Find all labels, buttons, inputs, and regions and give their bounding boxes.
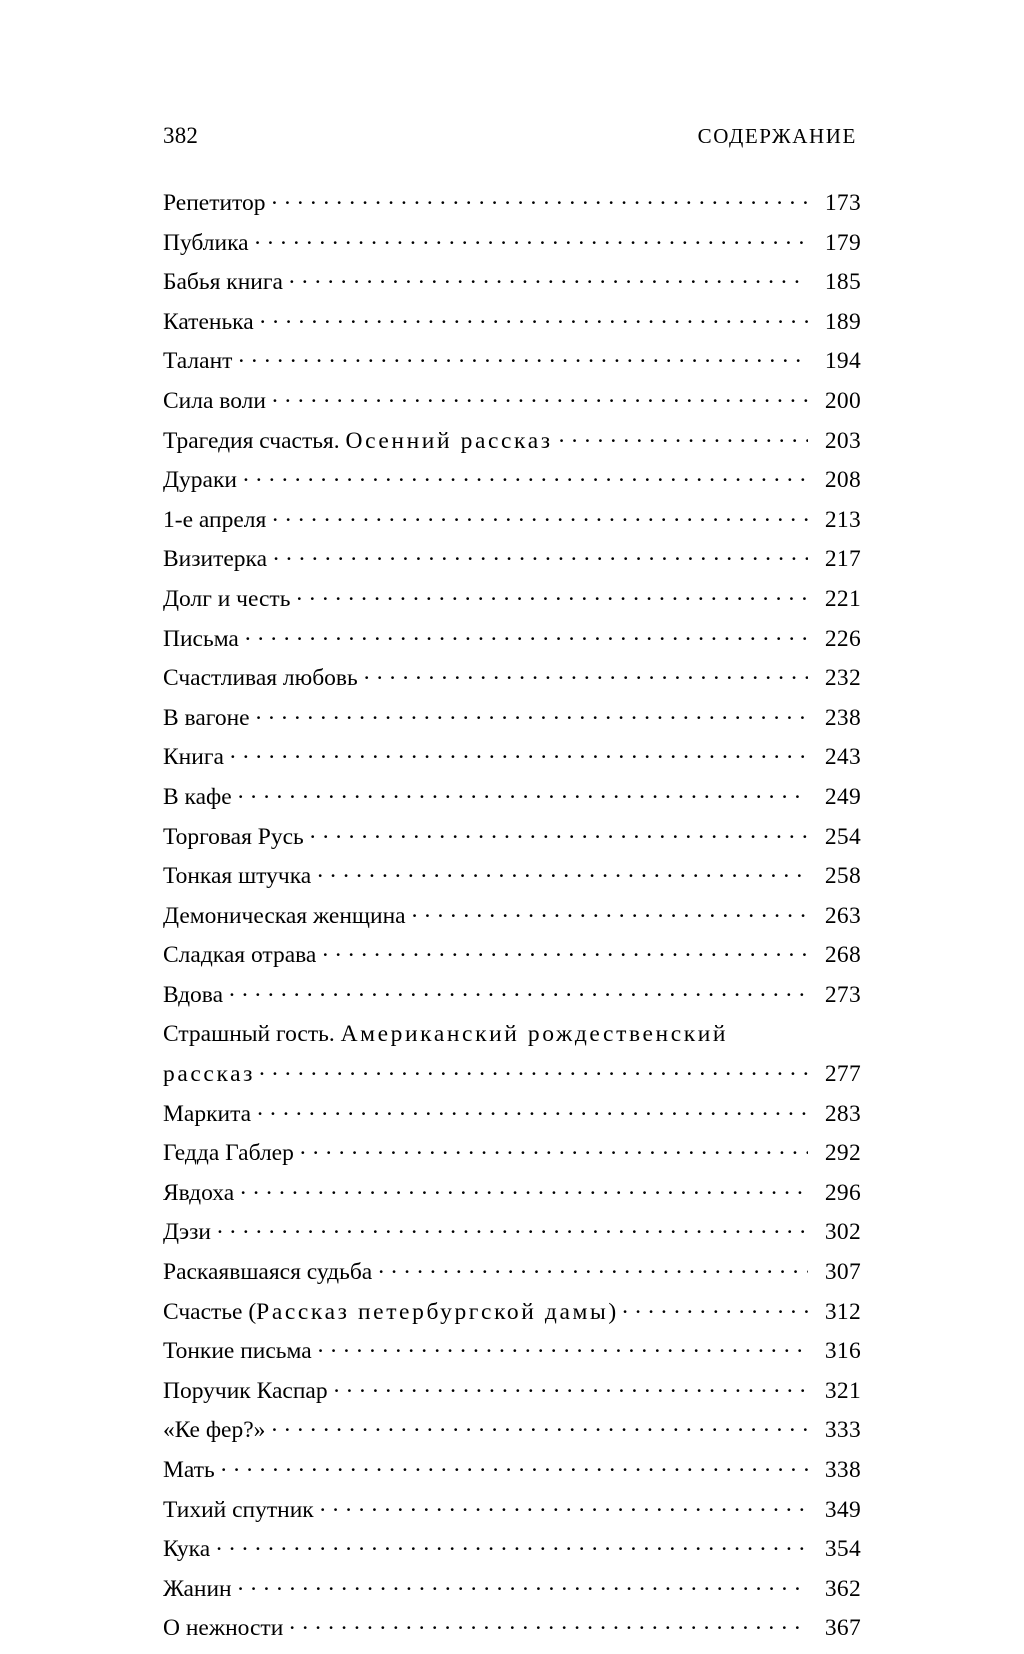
toc-entry-row — [163, 746, 861, 770]
toc-entry-row — [163, 308, 861, 335]
toc-entry-title-line1 — [163, 1023, 861, 1063]
toc-entry-title-plain: «Ке фер?» — [163, 1417, 266, 1444]
page-folio: 382 — [163, 123, 199, 148]
toc-entry-title-plain: 1-е апреля — [163, 506, 267, 533]
toc-entry-title-plain: Дэзи — [163, 1219, 211, 1246]
toc-entry-title — [163, 1221, 211, 1245]
table-of-contents — [163, 192, 861, 1654]
toc-entry-page-number[interactable]: 333 — [824, 1417, 861, 1444]
toc-entry-title-plain: Долг и честь — [163, 585, 291, 612]
toc-entry-page-number[interactable]: 179 — [824, 229, 861, 256]
toc-leader-dots — [240, 1184, 808, 1200]
toc-leader-dots — [238, 1580, 808, 1596]
toc-leader-dots — [378, 1263, 808, 1279]
toc-entry-title-plain: Явдоха — [163, 1179, 235, 1206]
toc-entry-title — [163, 1538, 210, 1562]
toc-entry-title-tail: ) — [608, 1298, 617, 1325]
toc-entry-title — [163, 229, 249, 256]
toc-leader-dots — [245, 630, 808, 646]
toc-entry-page-number[interactable]: 292 — [824, 1140, 861, 1167]
toc-leader-dots — [272, 194, 808, 210]
toc-entry-page-number[interactable]: 302 — [824, 1219, 861, 1246]
toc-entry-row — [163, 548, 861, 572]
toc-entry-title — [163, 1459, 215, 1483]
toc-entry-page-number[interactable]: 243 — [824, 744, 861, 771]
toc-entry-page-number[interactable]: 258 — [824, 863, 861, 890]
toc-entry[interactable] — [163, 1340, 861, 1380]
toc-entry-title — [163, 704, 250, 731]
toc-leader-dots — [221, 1461, 808, 1477]
toc-leader-dots — [243, 471, 808, 487]
running-head — [163, 124, 861, 154]
toc-entry-row — [163, 1100, 861, 1127]
toc-entry-row — [163, 1419, 861, 1443]
toc-entry-row — [163, 1340, 861, 1364]
toc-entry-row — [163, 783, 861, 810]
toc-entry[interactable] — [163, 1419, 861, 1459]
toc-entry-row — [163, 902, 861, 929]
toc-entry-page-number[interactable]: 189 — [824, 308, 861, 335]
toc-entry-title — [163, 1496, 314, 1523]
toc-entry[interactable] — [163, 308, 861, 351]
toc-entry-title-plain: Тонкие письма — [163, 1338, 312, 1365]
toc-entry-subtitle-spaced: Осенний рассказ — [345, 427, 553, 454]
toc-leader-dots — [322, 946, 808, 962]
toc-entry-title-plain: Счастье ( — [163, 1298, 257, 1325]
toc-entry-row — [163, 1298, 861, 1325]
toc-entry-title-plain: Кука — [163, 1536, 211, 1563]
toc-entry-row — [163, 1377, 861, 1404]
toc-entry[interactable] — [163, 192, 861, 232]
toc-entry[interactable] — [163, 1538, 861, 1578]
toc-entry-page-number[interactable]: 307 — [824, 1259, 861, 1286]
toc-leader-dots — [318, 1342, 808, 1358]
toc-entry-row — [163, 1496, 861, 1523]
toc-leader-dots — [257, 1105, 808, 1121]
toc-entry-page-number[interactable]: 273 — [824, 981, 861, 1008]
toc-entry-row — [163, 981, 861, 1008]
toc-entry-title-plain: Жанин — [163, 1575, 232, 1602]
toc-entry-page-number[interactable]: 185 — [824, 269, 861, 296]
toc-entry[interactable] — [163, 229, 861, 272]
toc-entry-row — [163, 865, 861, 889]
toc-leader-dots — [216, 1540, 808, 1556]
toc-entry-row — [163, 944, 861, 968]
toc-entry-row — [163, 506, 861, 533]
toc-leader-dots — [259, 1065, 808, 1081]
toc-entry-row — [163, 1617, 861, 1641]
toc-entry-title-line2: рассказ — [163, 1061, 256, 1088]
toc-entry-title — [163, 1617, 283, 1641]
toc-entry-title — [163, 1261, 372, 1285]
toc-leader-dots — [559, 432, 808, 448]
toc-entry[interactable] — [163, 783, 861, 826]
toc-entry-title — [163, 387, 266, 414]
toc-entry[interactable] — [163, 1142, 861, 1182]
toc-entry-title-plain: Репетитор — [163, 190, 266, 216]
toc-entry-title-plain: Гедда Габлер — [163, 1140, 294, 1167]
toc-entry-title — [163, 1419, 265, 1443]
toc-entry-title — [163, 865, 311, 889]
toc-entry-page-number[interactable]: 312 — [824, 1298, 861, 1325]
toc-leader-dots — [273, 550, 808, 566]
toc-entry-title-plain: Поручик Каспар — [163, 1377, 328, 1404]
toc-entry-row — [163, 350, 861, 374]
toc-entry-title — [163, 192, 266, 216]
toc-leader-dots — [317, 867, 808, 883]
toc-entry-title — [163, 1575, 232, 1602]
toc-entry-title — [163, 548, 267, 572]
toc-entry-title-plain: Сладкая отрава — [163, 942, 317, 969]
toc-entry-title — [163, 585, 291, 612]
toc-entry[interactable] — [163, 823, 861, 866]
toc-entry-title-plain: Тонкая штучка — [163, 863, 312, 890]
toc-entry[interactable] — [163, 902, 861, 945]
toc-entry-title-plain: Катенька — [163, 308, 254, 335]
toc-entry-page-number[interactable]: 208 — [824, 467, 861, 494]
toc-entry-title — [163, 823, 304, 850]
toc-entry-title — [163, 1142, 294, 1166]
toc-entry-page-number[interactable]: 277 — [824, 1061, 861, 1088]
toc-entry-title-plain: Сила воли — [163, 387, 266, 414]
toc-entry-title — [163, 667, 358, 691]
toc-entry[interactable] — [163, 427, 861, 470]
toc-entry[interactable] — [163, 1100, 861, 1143]
toc-leader-dots — [364, 669, 808, 685]
toc-entry-row — [163, 229, 861, 256]
toc-entry[interactable] — [163, 667, 861, 707]
toc-entry[interactable] — [163, 271, 861, 311]
toc-entry-page-number[interactable]: 173 — [824, 190, 861, 216]
toc-entry[interactable] — [163, 1298, 861, 1341]
toc-entry-page-number[interactable]: 338 — [824, 1457, 861, 1483]
toc-leader-dots — [217, 1223, 808, 1239]
toc-entry-row — [163, 1221, 861, 1245]
toc-entry-title-plain: Маркита — [163, 1100, 252, 1127]
toc-entry-title-plain: Визитерка — [163, 546, 268, 573]
toc-entry[interactable] — [163, 1377, 861, 1420]
toc-entry-title — [163, 1340, 312, 1364]
toc-entry[interactable] — [163, 746, 861, 786]
toc-entry-title-plain: О нежности — [163, 1615, 284, 1642]
toc-entry-title — [163, 1377, 328, 1404]
toc-entry[interactable] — [163, 585, 861, 628]
toc-entry-title-plain: Демоническая женщина — [163, 902, 406, 929]
toc-entry-title-plain: Раскаявшаяся судьба — [163, 1259, 373, 1286]
toc-entry-row — [163, 1063, 861, 1087]
toc-entry-title-plain: Дураки — [163, 467, 237, 494]
toc-entry-title-plain: Тихий спутник — [163, 1496, 314, 1523]
toc-entry-title — [163, 783, 232, 810]
toc-leader-dots — [310, 828, 808, 844]
toc-entry[interactable] — [163, 1261, 861, 1301]
toc-entry[interactable] — [163, 1023, 861, 1102]
toc-entry-row — [163, 667, 861, 691]
toc-entry-title — [163, 1298, 617, 1325]
toc-entry-title-plain: Вдова — [163, 981, 224, 1008]
toc-entry-page-number[interactable]: 367 — [824, 1615, 861, 1642]
toc-entry-title-plain: Страшный гость. — [163, 1021, 341, 1048]
toc-entry[interactable] — [163, 506, 861, 549]
toc-leader-dots — [238, 788, 808, 804]
toc-entry-row — [163, 823, 861, 850]
toc-entry-row — [163, 1538, 861, 1562]
toc-entry-row — [163, 1142, 861, 1166]
toc-entry-page-number[interactable]: 213 — [824, 506, 861, 533]
toc-entry-page-number[interactable]: 221 — [824, 585, 861, 612]
toc-leader-dots — [230, 748, 808, 764]
toc-leader-dots — [300, 1144, 808, 1160]
toc-entry-title-plain: В кафе — [163, 783, 232, 810]
toc-entry-row — [163, 585, 861, 612]
toc-entry-title — [163, 271, 283, 295]
toc-leader-dots — [260, 313, 808, 329]
toc-entry[interactable] — [163, 548, 861, 588]
toc-leader-dots — [272, 392, 808, 408]
toc-entry[interactable] — [163, 1221, 861, 1261]
toc-entry-page-number[interactable]: 354 — [824, 1536, 861, 1563]
toc-leader-dots — [272, 511, 808, 527]
toc-entry-row — [163, 1459, 861, 1483]
toc-entry[interactable] — [163, 1496, 861, 1539]
toc-entry-row — [163, 1179, 861, 1206]
toc-entry-page-number[interactable]: 200 — [824, 387, 861, 414]
toc-entry-title — [163, 469, 237, 493]
toc-leader-dots — [271, 1421, 808, 1437]
toc-entry[interactable] — [163, 350, 861, 390]
toc-leader-dots — [320, 1501, 808, 1517]
toc-leader-dots — [238, 352, 808, 368]
toc-entry[interactable] — [163, 944, 861, 984]
toc-entry-row — [163, 271, 861, 295]
toc-leader-dots — [622, 1303, 808, 1319]
toc-entry-title-plain: Мать — [163, 1457, 215, 1483]
toc-leader-dots — [296, 590, 808, 606]
toc-entry-title-plain: Публика — [163, 229, 249, 256]
toc-entry-page-number[interactable]: 203 — [824, 427, 861, 454]
toc-entry-row — [163, 469, 861, 493]
toc-entry-title — [163, 746, 224, 770]
toc-leader-dots — [334, 1382, 808, 1398]
toc-entry[interactable] — [163, 1179, 861, 1222]
toc-entry-title-plain: Книга — [163, 744, 224, 771]
toc-entry-title — [163, 308, 254, 335]
toc-leader-dots — [229, 986, 808, 1002]
toc-entry-row — [163, 1261, 861, 1285]
toc-entry-title-plain: В вагоне — [163, 704, 250, 731]
toc-entry-title — [163, 1100, 252, 1127]
toc-entry-title — [163, 427, 553, 454]
toc-entry[interactable] — [163, 1459, 861, 1499]
toc-entry-page-number[interactable]: 263 — [824, 902, 861, 929]
toc-entry-title-plain: Трагедия счастья. — [163, 427, 346, 454]
toc-entry-title — [163, 981, 224, 1008]
toc-entry[interactable] — [163, 469, 861, 509]
page-title: СОДЕРЖАНИЕ — [697, 124, 857, 148]
toc-entry-page-number[interactable]: 254 — [824, 823, 861, 850]
toc-leader-dots — [289, 1619, 808, 1635]
toc-entry[interactable] — [163, 981, 861, 1024]
toc-entry[interactable] — [163, 625, 861, 668]
toc-leader-dots — [256, 709, 808, 725]
toc-entry-page-number[interactable]: 268 — [824, 942, 861, 969]
toc-leader-dots — [412, 907, 808, 923]
toc-entry[interactable] — [163, 387, 861, 430]
toc-entry-title-plain: Счастливая любовь — [163, 665, 358, 692]
toc-entry-page-number[interactable]: 238 — [824, 704, 861, 731]
toc-entry[interactable] — [163, 865, 861, 905]
toc-entry-subtitle-spaced: Рассказ петербургской дамы — [256, 1298, 609, 1325]
toc-entry-title-plain: Талант — [163, 348, 233, 375]
toc-entry-page-number[interactable]: 316 — [824, 1338, 861, 1365]
toc-entry-page-number[interactable]: 226 — [824, 625, 861, 652]
toc-entry-page-number[interactable]: 217 — [824, 546, 861, 573]
toc-entry-title-plain: Торговая Русь — [163, 823, 304, 850]
toc-entry-page-number[interactable]: 283 — [824, 1100, 861, 1127]
toc-entry-title — [163, 902, 406, 929]
toc-entry[interactable] — [163, 704, 861, 747]
toc-entry-row — [163, 704, 861, 731]
toc-entry-title-plain: Письма — [163, 625, 239, 652]
toc-entry[interactable] — [163, 1617, 861, 1654]
toc-entry-page-number[interactable]: 194 — [824, 348, 861, 375]
toc-entry-title — [163, 944, 316, 968]
toc-entry-page-number[interactable]: 249 — [824, 783, 861, 810]
toc-entry-page-number[interactable]: 362 — [824, 1575, 861, 1602]
toc-entry-page-number[interactable]: 349 — [824, 1496, 861, 1523]
toc-entry-subtitle-spaced: Американский рождественский — [340, 1021, 729, 1048]
toc-entry-row — [163, 387, 861, 414]
toc-entry-row — [163, 1575, 861, 1602]
toc-entry-page-number[interactable]: 321 — [824, 1377, 861, 1404]
toc-entry-title — [163, 350, 232, 374]
toc-entry-page-number[interactable]: 232 — [824, 665, 861, 692]
toc-entry-row — [163, 192, 861, 216]
toc-entry-title-plain: Бабья книга — [163, 269, 283, 296]
toc-entry-row — [163, 625, 861, 652]
toc-entry-title — [163, 506, 267, 533]
toc-entry-title — [163, 625, 239, 652]
toc-entry-row — [163, 427, 861, 454]
toc-entry-page-number[interactable]: 296 — [824, 1179, 861, 1206]
toc-entry-title — [163, 1179, 235, 1206]
toc-entry[interactable] — [163, 1575, 861, 1618]
toc-leader-dots — [289, 273, 808, 289]
toc-leader-dots — [255, 234, 808, 250]
